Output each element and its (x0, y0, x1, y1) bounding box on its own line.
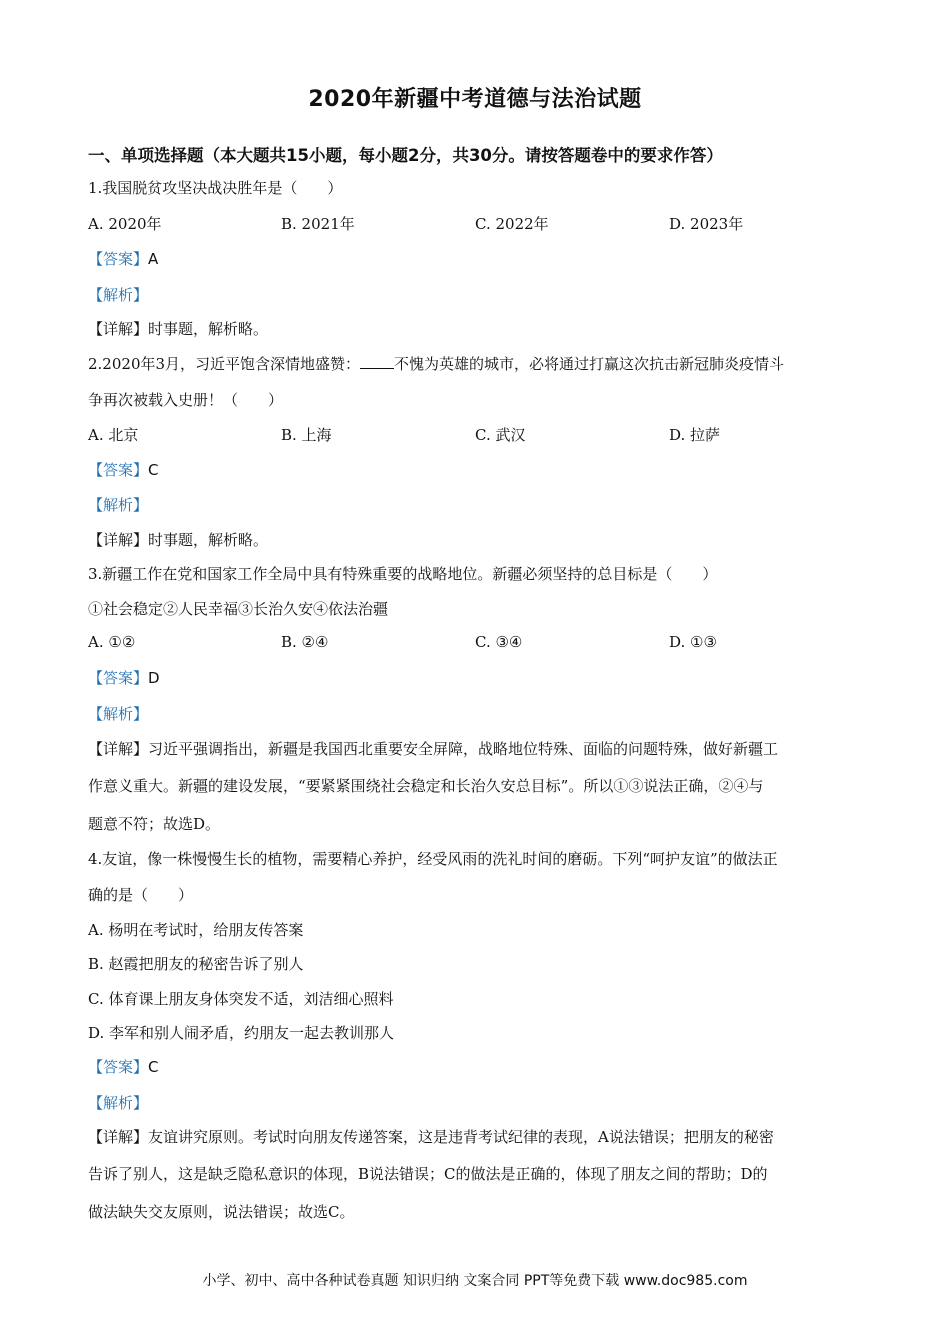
q1-detail (88, 318, 268, 339)
q3-detail-line-1 (88, 738, 778, 759)
q1-option-a: A. 2020年 (88, 215, 162, 233)
answer-value: D (148, 669, 160, 687)
q2-stem-part-b: 不愧为英雄的城市，必将通过打赢这次抗击新冠肺炎疫情斗 (394, 355, 785, 373)
q1-option-d: D. 2023年 (669, 215, 744, 233)
answer-tag: 【答案】 (88, 669, 149, 687)
detail-text: 习近平强调指出，新疆是我国西北重要安全屏障，战略地位特殊、面临的问题特殊，做好新疆工 (148, 740, 779, 758)
q2-stem-part-a: 2.2020年3月，习近平饱含深情地盛赞： (88, 355, 361, 373)
q2-analysis-tag: 【解析】 (88, 496, 149, 514)
q2-option-d: D. 拉萨 (669, 426, 721, 444)
detail-text: 时事题，解析略。 (148, 531, 269, 549)
question-1-stem: 1.我国脱贫攻坚决战决胜年是（ ） (88, 179, 343, 197)
answer-value: C (148, 1058, 159, 1076)
answer-value: A (148, 250, 159, 268)
q1-answer (88, 248, 158, 269)
q3-option-a: A. ①② (88, 633, 136, 651)
answer-tag: 【答案】 (88, 250, 149, 268)
q1-analysis-tag: 【解析】 (88, 286, 149, 304)
q4-option-a: A. 杨明在考试时，给朋友传答案 (88, 921, 304, 939)
question-4-stem: 4.友谊，像一株慢慢生长的植物，需要精心养护，经受风雨的洗礼时间的磨砺。下列“呵护友谊”的做法正 (88, 850, 778, 868)
q1-option-c: C. 2022年 (475, 215, 549, 233)
answer-tag: 【答案】 (88, 1058, 149, 1076)
q2-option-b: B. 上海 (281, 426, 332, 444)
page-title: 2020年新疆中考道德与法治试题 (308, 87, 642, 112)
page-footer: 小学、初中、高中各种试卷真题 知识归纳 文案合同 PPT等免费下载 www.doc985.com (202, 1273, 748, 1289)
q1-option-b: B. 2021年 (281, 215, 355, 233)
q3-option-b: B. ②④ (281, 633, 329, 651)
q2-option-a: A. 北京 (88, 426, 139, 444)
detail-tag: 【详解】 (88, 1128, 149, 1146)
q4-stem-continued: 确的是（ ） (88, 886, 194, 904)
q4-option-b: B. 赵霞把朋友的秘密告诉了别人 (88, 955, 304, 973)
q3-detail-line-3: 题意不符；故选D。 (88, 815, 221, 833)
section-heading: 一、单项选择题（本大题共15小题，每小题2分，共30分。请按答题卷中的要求作答） (88, 146, 723, 165)
q2-option-c: C. 武汉 (475, 426, 526, 444)
q3-option-d: D. ①③ (669, 633, 717, 651)
q2-answer (88, 459, 159, 480)
q2-detail (88, 529, 268, 550)
q4-detail-line-3: 做法缺失交友原则，说法错误；故选C。 (88, 1203, 355, 1221)
q4-analysis-tag: 【解析】 (88, 1094, 149, 1112)
q4-answer (88, 1056, 159, 1077)
answer-value: C (148, 461, 159, 479)
question-2-stem (88, 353, 784, 374)
q3-answer (88, 667, 160, 688)
q4-option-c: C. 体育课上朋友身体突发不适，刘洁细心照料 (88, 990, 394, 1008)
detail-tag: 【详解】 (88, 740, 149, 758)
q3-items: ①社会稳定②人民幸福③长治久安④依法治疆 (88, 600, 389, 618)
q3-analysis-tag: 【解析】 (88, 705, 149, 723)
answer-tag: 【答案】 (88, 461, 149, 479)
detail-tag: 【详解】 (88, 531, 149, 549)
q3-option-c: C. ③④ (475, 633, 523, 651)
detail-text: 友谊讲究原则。考试时向朋友传递答案，这是违背考试纪律的表现，A说法错误；把朋友的秘密 (148, 1128, 774, 1146)
question-3-stem: 3.新疆工作在党和国家工作全局中具有特殊重要的战略地位。新疆必须坚持的总目标是（ ） (88, 565, 718, 583)
q2-stem-continued: 争再次被载入史册！（ ） (88, 391, 284, 409)
fill-blank (360, 356, 394, 369)
detail-text: 时事题，解析略。 (148, 320, 269, 338)
q4-option-d: D. 李军和别人闹矛盾，约朋友一起去教训那人 (88, 1024, 395, 1042)
q4-detail-line-2: 告诉了别人，这是缺乏隐私意识的体现，B说法错误；C的做法是正确的，体现了朋友之间的帮助；D的 (88, 1165, 768, 1183)
q4-detail-line-1 (88, 1126, 774, 1147)
detail-tag: 【详解】 (88, 320, 149, 338)
q3-detail-line-2: 作意义重大。新疆的建设发展，“要紧紧围绕社会稳定和长治久安总目标”。所以①③说法正确，②④与 (88, 777, 764, 795)
